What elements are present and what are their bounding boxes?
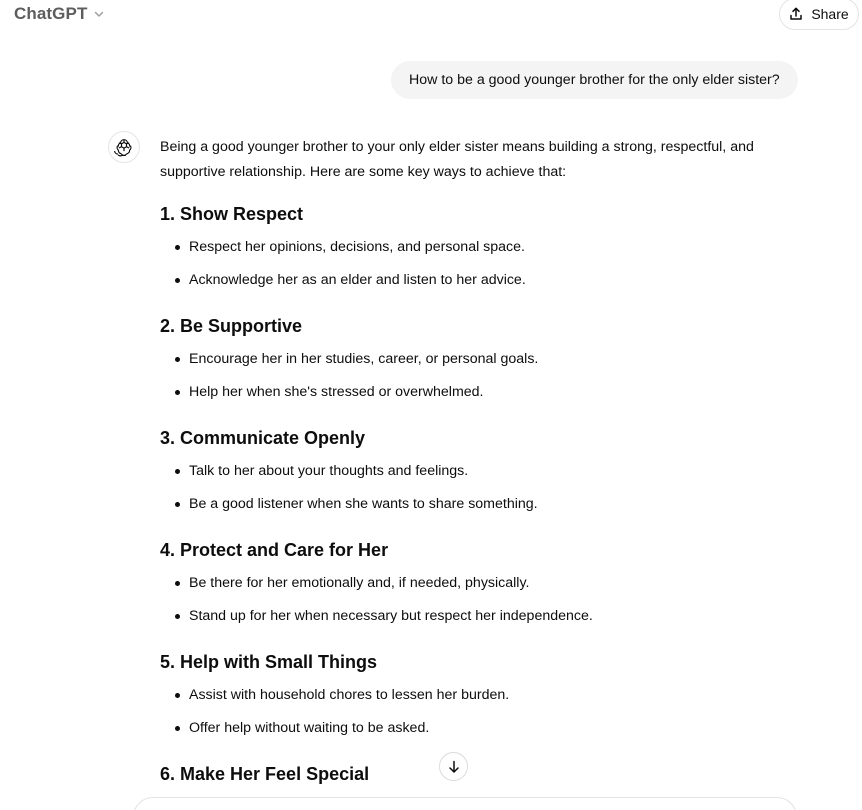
list-item	[175, 349, 538, 369]
share-icon	[789, 7, 803, 21]
openai-logo-icon	[108, 131, 140, 163]
list-item-text: Encourage her in her studies, career, or personal goals.	[189, 351, 539, 367]
bullet-dot	[175, 614, 180, 619]
assistant-answer	[160, 135, 780, 185]
list-item	[175, 606, 593, 626]
bullet-dot	[175, 278, 180, 283]
bullet-dot	[175, 469, 180, 474]
bullet-dot	[175, 390, 180, 395]
list-item	[175, 573, 529, 593]
section-heading-be-supportive: 2. Be Supportive	[160, 316, 303, 336]
list-item-text: Acknowledge her as an elder and listen to her advice.	[189, 272, 526, 288]
list-item	[175, 494, 538, 514]
list-item-text: Talk to her about your thoughts and feelings.	[189, 463, 469, 479]
list-item-text: Help her when she's stressed or overwhelmed.	[189, 384, 484, 400]
list-item-text: Stand up for her when necessary but respect her independence.	[189, 608, 593, 624]
list-item	[175, 237, 525, 257]
message-composer[interactable]	[133, 797, 797, 810]
bullet-dot	[175, 245, 180, 250]
bullet-dot	[175, 693, 180, 698]
bullet-dot	[175, 502, 180, 507]
list-item	[175, 270, 526, 290]
bullet-dot	[175, 357, 180, 362]
list-item-text: Respect her opinions, decisions, and personal space.	[189, 239, 525, 255]
section-heading-make-her-feel-special: 6. Make Her Feel Special	[160, 764, 370, 784]
list-item-text: Be a good listener when she wants to share something.	[189, 496, 538, 512]
bullet-dot	[175, 581, 180, 586]
section-heading-help-with-small-things: 5. Help with Small Things	[160, 652, 378, 672]
arrow-down-icon	[447, 760, 461, 774]
section-heading-communicate-openly: 3. Communicate Openly	[160, 428, 366, 448]
assistant-intro-line-1: Being a good younger brother to your only elder sister means building a strong, respectful, and	[160, 139, 754, 155]
user-message-text: How to be a good younger brother for the only elder sister?	[409, 72, 780, 88]
list-item	[175, 382, 483, 402]
list-item	[175, 461, 468, 481]
chevron-down-icon	[93, 8, 105, 20]
model-name: ChatGPT	[14, 4, 88, 23]
share-label: Share	[811, 6, 849, 22]
section-heading-show-respect: 1. Show Respect	[160, 204, 304, 224]
list-item-text: Offer help without waiting to be asked.	[189, 720, 430, 736]
list-item-text: Assist with household chores to lessen her burden.	[189, 687, 510, 703]
scroll-to-bottom-button[interactable]	[439, 752, 468, 781]
bullet-dot	[175, 726, 180, 731]
list-item-text: Be there for her emotionally and, if needed, physically.	[189, 575, 530, 591]
list-item	[175, 685, 509, 705]
assistant-intro-line-2: supportive relationship. Here are some key ways to achieve that:	[160, 164, 567, 180]
assistant-intro	[160, 135, 780, 185]
share-button[interactable]	[779, 0, 859, 30]
list-item	[175, 718, 429, 738]
model-switcher[interactable]	[8, 0, 111, 28]
section-heading-protect-and-care: 4. Protect and Care for Her	[160, 540, 389, 560]
user-message-bubble	[391, 61, 798, 99]
